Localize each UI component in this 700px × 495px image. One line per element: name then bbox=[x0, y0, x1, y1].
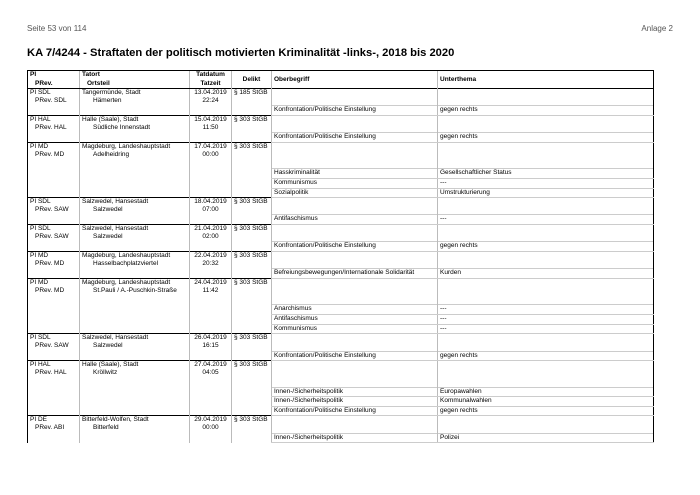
record-prev: PRev. MD bbox=[28, 287, 80, 296]
record-subrow bbox=[28, 424, 654, 433]
theme-row bbox=[28, 324, 654, 334]
record-tatort: Salzwedel, Hansestadt bbox=[80, 334, 190, 343]
record-date: 29.04.2019 bbox=[190, 416, 232, 425]
record-delikt: § 303 StGB bbox=[232, 115, 272, 124]
theme-unterthema: --- bbox=[438, 314, 654, 324]
theme-row bbox=[28, 269, 654, 279]
record-row bbox=[28, 279, 654, 288]
record-subrow bbox=[28, 233, 654, 242]
theme-row bbox=[28, 397, 654, 407]
theme-oberbegriff: Befreiungsbewegungen/Internationale Solidarität bbox=[272, 269, 438, 279]
record-subrow bbox=[28, 97, 654, 106]
record-ortsteil: Hasselbachplatzviertel bbox=[80, 260, 190, 269]
record-delikt: § 303 StGB bbox=[232, 334, 272, 343]
record-ortsteil: Salzwedel bbox=[80, 206, 190, 215]
record-prev: PRev. MD bbox=[28, 260, 80, 269]
record-prev: PRev. HAL bbox=[28, 124, 80, 133]
theme-unterthema: --- bbox=[438, 305, 654, 315]
record-delikt: § 303 StGB bbox=[232, 416, 272, 425]
theme-unterthema: Gesellschaftlicher Status bbox=[438, 169, 654, 179]
record-pi: PI MD bbox=[28, 142, 80, 151]
record-tatort: Magdeburg, Landeshauptstadt bbox=[80, 142, 190, 151]
record-row bbox=[28, 115, 654, 124]
record-ortsteil: Salzwedel bbox=[80, 233, 190, 242]
col-oberbegriff: Oberbegriff bbox=[272, 71, 438, 89]
record-time: 04:05 bbox=[190, 369, 232, 378]
record-ortsteil: Kröllwitz bbox=[80, 369, 190, 378]
record-tatort: Halle (Saale), Stadt bbox=[80, 115, 190, 124]
record-subrow bbox=[28, 206, 654, 215]
record-pi: PI SDL bbox=[28, 198, 80, 207]
theme-row bbox=[28, 433, 654, 443]
record-ortsteil: Südliche Innenstadt bbox=[80, 124, 190, 133]
col-tatort: Tatort bbox=[80, 71, 190, 80]
annex-label: Anlage 2 bbox=[641, 24, 673, 33]
record-row bbox=[28, 198, 654, 207]
record-time: 22:24 bbox=[190, 97, 232, 106]
record-pi: PI DE bbox=[28, 416, 80, 425]
record-subrow bbox=[28, 342, 654, 351]
record-date: 27.04.2019 bbox=[190, 361, 232, 370]
record-prev: PRev. SDL bbox=[28, 97, 80, 106]
record-prev: PRev. SAW bbox=[28, 206, 80, 215]
record-time: 00:00 bbox=[190, 151, 232, 160]
record-prev: PRev. ABI bbox=[28, 424, 80, 433]
record-prev: PRev. MD bbox=[28, 151, 80, 160]
col-pi: PI bbox=[28, 71, 80, 80]
record-time: 00:00 bbox=[190, 424, 232, 433]
theme-unterthema: Europawahlen bbox=[438, 387, 654, 397]
record-pi: PI HAL bbox=[28, 115, 80, 124]
record-ortsteil: Adelheidring bbox=[80, 151, 190, 160]
document-title: KA 7/4244 - Straftaten der politisch motivierten Kriminalität -links-, 2018 bis 2020 bbox=[27, 47, 455, 59]
record-prev: PRev. SAW bbox=[28, 342, 80, 351]
theme-row bbox=[28, 169, 654, 179]
theme-oberbegriff: Sozialpolitik bbox=[272, 188, 438, 198]
record-tatort: Tangermünde, Stadt bbox=[80, 89, 190, 98]
col-delikt: Delikt bbox=[232, 71, 272, 89]
record-prev: PRev. SAW bbox=[28, 233, 80, 242]
record-row bbox=[28, 416, 654, 425]
record-subrow bbox=[28, 124, 654, 133]
record-row bbox=[28, 225, 654, 234]
offense-table bbox=[27, 70, 654, 443]
theme-row bbox=[28, 178, 654, 188]
theme-oberbegriff: Kommunismus bbox=[272, 324, 438, 334]
theme-oberbegriff: Konfrontation/Politische Einstellung bbox=[272, 242, 438, 252]
page-number: Seite 53 von 114 bbox=[27, 24, 87, 33]
record-tatort: Magdeburg, Landeshauptstadt bbox=[80, 279, 190, 288]
record-tatort: Salzwedel, Hansestadt bbox=[80, 225, 190, 234]
theme-oberbegriff: Anarchismus bbox=[272, 305, 438, 315]
theme-unterthema: Kurden bbox=[438, 269, 654, 279]
col-ortsteil: Ortsteil bbox=[80, 80, 190, 89]
record-delikt: § 303 StGB bbox=[232, 198, 272, 207]
theme-unterthema: gegen rechts bbox=[438, 133, 654, 143]
theme-unterthema: --- bbox=[438, 324, 654, 334]
theme-oberbegriff: Innen-/Sicherheitspolitik bbox=[272, 387, 438, 397]
record-tatort: Salzwedel, Hansestadt bbox=[80, 198, 190, 207]
record-tatort: Bitterfeld-Wolfen, Stadt bbox=[80, 416, 190, 425]
record-row bbox=[28, 89, 654, 98]
theme-unterthema: gegen rechts bbox=[438, 106, 654, 116]
record-delikt: § 303 StGB bbox=[232, 279, 272, 288]
theme-unterthema: gegen rechts bbox=[438, 406, 654, 416]
record-subrow bbox=[28, 369, 654, 378]
record-pi: PI MD bbox=[28, 252, 80, 261]
record-prev: PRev. HAL bbox=[28, 369, 80, 378]
record-delikt: § 185 StGB bbox=[232, 89, 272, 98]
theme-row bbox=[28, 406, 654, 416]
record-delikt: § 303 StGB bbox=[232, 142, 272, 151]
record-delikt: § 303 StGB bbox=[232, 225, 272, 234]
theme-row bbox=[28, 242, 654, 252]
theme-row bbox=[28, 314, 654, 324]
theme-unterthema: Umstrukturierung bbox=[438, 188, 654, 198]
theme-oberbegriff: Konfrontation/Politische Einstellung bbox=[272, 106, 438, 116]
table-body bbox=[28, 89, 654, 443]
theme-oberbegriff: Innen-/Sicherheitspolitik bbox=[272, 397, 438, 407]
record-pi: PI SDL bbox=[28, 225, 80, 234]
record-date: 21.04.2019 bbox=[190, 225, 232, 234]
record-time: 20:32 bbox=[190, 260, 232, 269]
col-prev: PRev. bbox=[28, 80, 80, 89]
record-pi: PI MD bbox=[28, 279, 80, 288]
record-row bbox=[28, 361, 654, 370]
theme-unterthema: Polizei bbox=[438, 433, 654, 443]
theme-oberbegriff: Kommunismus bbox=[272, 178, 438, 188]
record-subrow bbox=[28, 151, 654, 160]
record-row bbox=[28, 252, 654, 261]
record-tatort: Halle (Saale), Stadt bbox=[80, 361, 190, 370]
record-subrow bbox=[28, 260, 654, 269]
theme-unterthema: Kommunalwahlen bbox=[438, 397, 654, 407]
record-date: 15.04.2019 bbox=[190, 115, 232, 124]
theme-row bbox=[28, 188, 654, 198]
theme-oberbegriff: Konfrontation/Politische Einstellung bbox=[272, 351, 438, 361]
record-date: 13.04.2019 bbox=[190, 89, 232, 98]
record-subrow bbox=[28, 287, 654, 296]
record-time: 07:00 bbox=[190, 206, 232, 215]
record-ortsteil: St.Pauli / A.-Puschkin-Straße bbox=[80, 287, 190, 296]
theme-row bbox=[28, 387, 654, 397]
record-date: 17.04.2019 bbox=[190, 142, 232, 151]
col-tatdatum: Tatdatum bbox=[190, 71, 232, 80]
record-time: 11:42 bbox=[190, 287, 232, 296]
theme-row bbox=[28, 106, 654, 116]
record-time: 16:15 bbox=[190, 342, 232, 351]
theme-oberbegriff: Antifaschismus bbox=[272, 314, 438, 324]
record-date: 24.04.2019 bbox=[190, 279, 232, 288]
theme-unterthema: --- bbox=[438, 178, 654, 188]
record-pi: PI SDL bbox=[28, 89, 80, 98]
record-date: 22.04.2019 bbox=[190, 252, 232, 261]
theme-oberbegriff: Innen-/Sicherheitspolitik bbox=[272, 433, 438, 443]
record-date: 18.04.2019 bbox=[190, 198, 232, 207]
theme-row bbox=[28, 133, 654, 143]
record-delikt: § 303 StGB bbox=[232, 361, 272, 370]
record-tatort: Magdeburg, Landeshauptstadt bbox=[80, 252, 190, 261]
theme-oberbegriff: Hasskriminalität bbox=[272, 169, 438, 179]
record-row bbox=[28, 142, 654, 151]
record-ortsteil: Salzwedel bbox=[80, 342, 190, 351]
theme-unterthema: gegen rechts bbox=[438, 351, 654, 361]
record-pi: PI SDL bbox=[28, 334, 80, 343]
record-ortsteil: Hämerten bbox=[80, 97, 190, 106]
table-header bbox=[28, 71, 654, 89]
theme-oberbegriff: Antifaschismus bbox=[272, 215, 438, 225]
theme-unterthema: --- bbox=[438, 215, 654, 225]
record-date: 26.04.2019 bbox=[190, 334, 232, 343]
record-row bbox=[28, 334, 654, 343]
theme-row bbox=[28, 351, 654, 361]
record-delikt: § 303 StGB bbox=[232, 252, 272, 261]
theme-row bbox=[28, 305, 654, 315]
theme-unterthema: gegen rechts bbox=[438, 242, 654, 252]
theme-oberbegriff: Konfrontation/Politische Einstellung bbox=[272, 133, 438, 143]
col-tatzeit: Tatzeit bbox=[190, 80, 232, 89]
page-header bbox=[27, 24, 673, 36]
theme-row bbox=[28, 215, 654, 225]
record-ortsteil: Bitterfeld bbox=[80, 424, 190, 433]
theme-oberbegriff: Konfrontation/Politische Einstellung bbox=[272, 406, 438, 416]
record-time: 02:00 bbox=[190, 233, 232, 242]
col-unterthema: Unterthema bbox=[438, 71, 654, 89]
record-pi: PI HAL bbox=[28, 361, 80, 370]
record-time: 11:50 bbox=[190, 124, 232, 133]
